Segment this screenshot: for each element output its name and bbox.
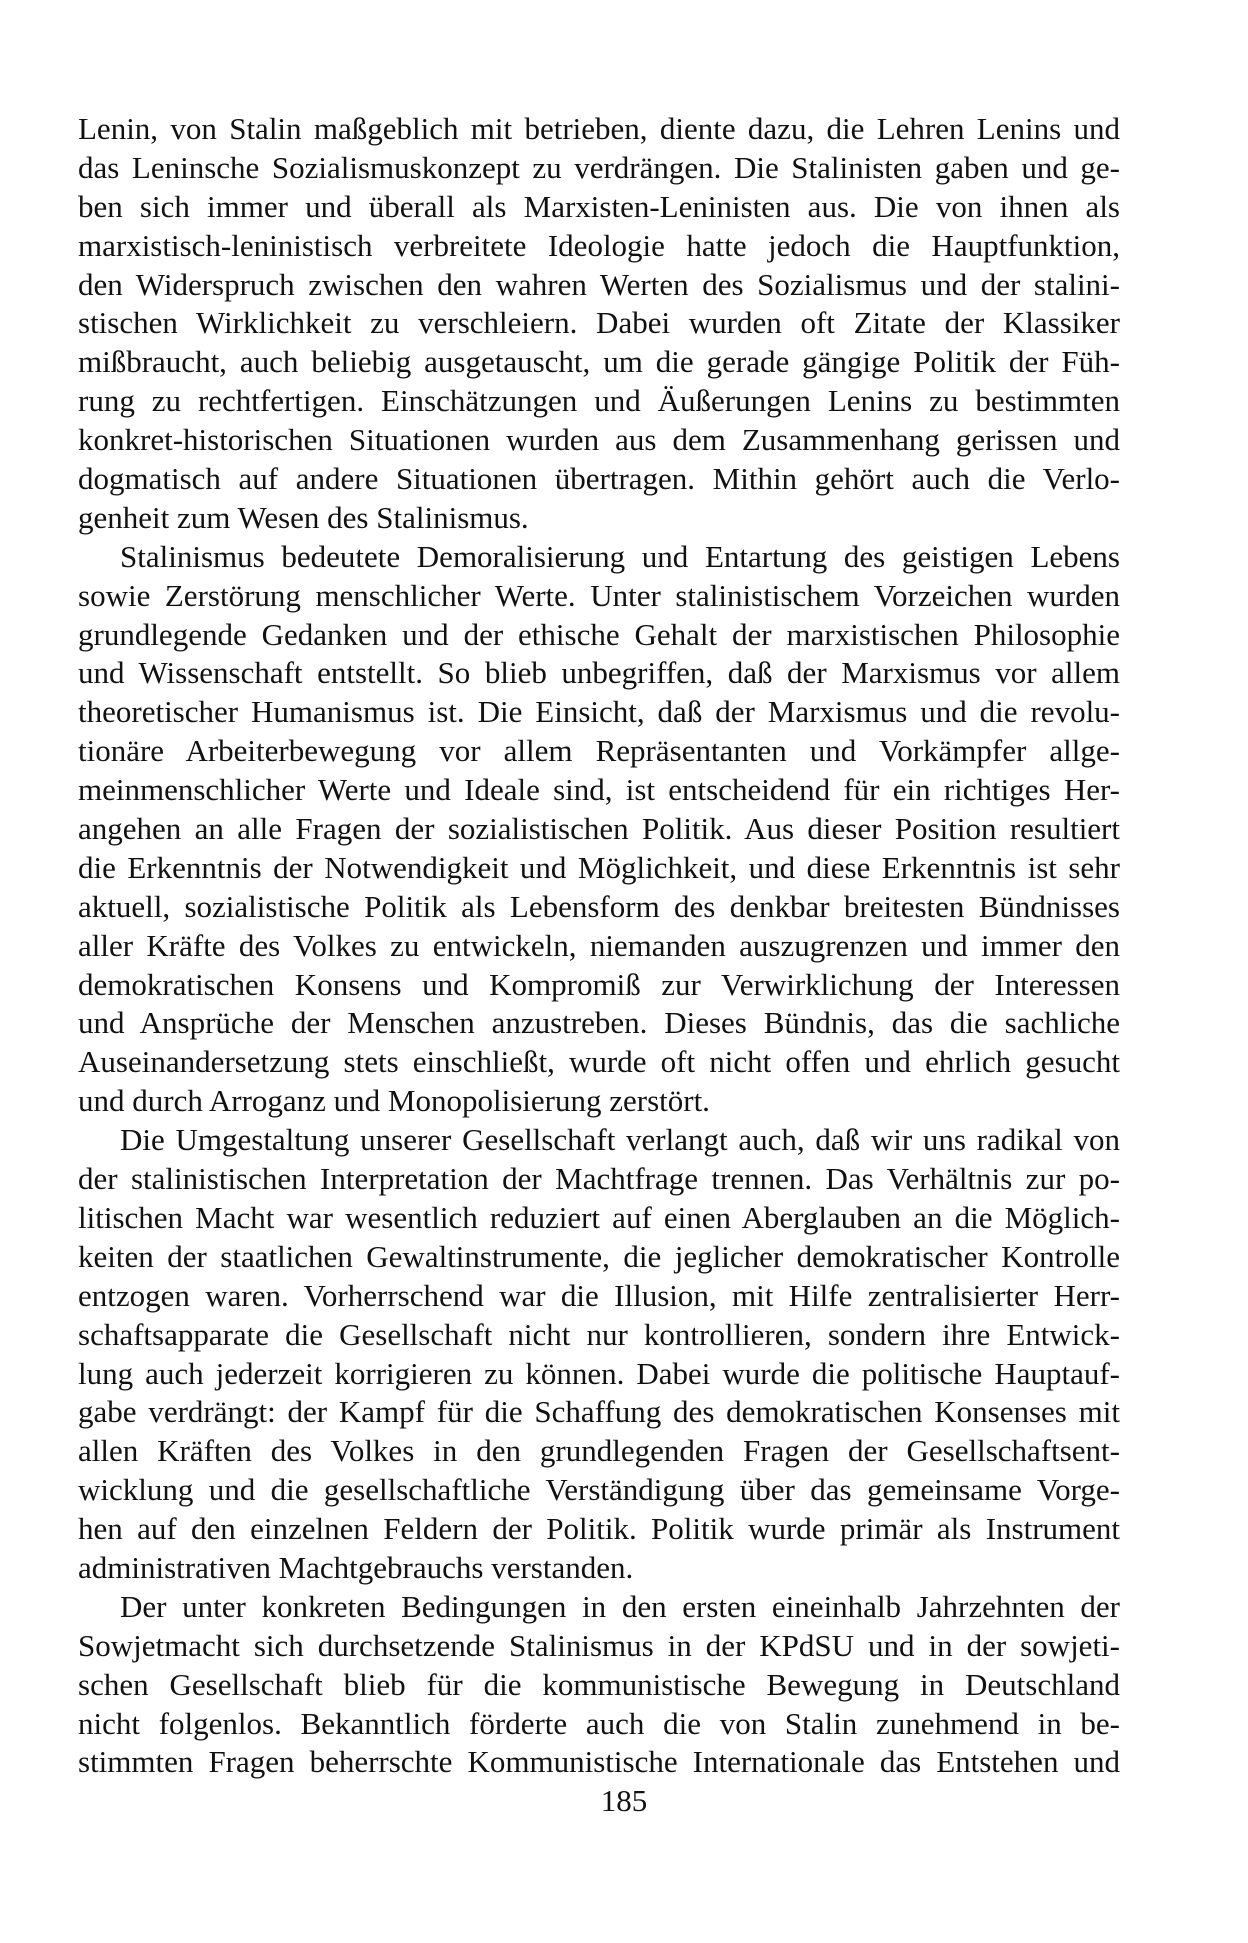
text-line: administrativen Machtgebrauchs verstanden. — [78, 1549, 634, 1585]
text-line: marxistisch-leninistisch verbreitete Ideologie hatte jedoch die Hauptfunktion, — [78, 227, 1120, 263]
text-line: den Widerspruch zwischen den wahren Werten des Sozialismus und der stalini- — [78, 266, 1120, 302]
text-line: nicht folgenlos. Bekanntlich förderte auch die von Stalin zunehmend in be- — [78, 1705, 1120, 1741]
text-line: der stalinistischen Interpretation der Machtfrage trennen. Das Verhältnis zur po- — [78, 1161, 1120, 1197]
text-line: stimmten Fragen beherrschte Kommunistische Internationale das Entstehen und — [78, 1744, 1120, 1780]
text-line: Sowjetmacht sich durchsetzende Stalinismus in der KPdSU und in der sowjeti- — [78, 1627, 1120, 1663]
text-line: und durch Arroganz und Monopolisierung zerstört. — [78, 1083, 710, 1119]
paragraph — [78, 1588, 1120, 1782]
text-line: aller Kräfte des Volkes zu entwickeln, niemanden auszugrenzen und immer den — [78, 927, 1120, 963]
text-line: angehen an alle Fragen der sozialistischen Politik. Aus dieser Position resultiert — [78, 811, 1120, 847]
text-line: litischen Macht war wesentlich reduziert auf einen Aberglauben an die Möglich- — [78, 1199, 1120, 1235]
text-line: allen Kräften des Volkes in den grundlegenden Fragen der Gesellschaftsent- — [78, 1433, 1120, 1469]
body-text — [78, 110, 1120, 1782]
paragraph — [78, 538, 1120, 1121]
text-line: und Wissenschaft entstellt. So blieb unbegriffen, daß der Marxismus vor allem — [78, 655, 1120, 691]
text-line: das Leninsche Sozialismuskonzept zu verdrängen. Die Stalinisten gaben und ge- — [78, 149, 1120, 185]
paragraph — [78, 110, 1120, 538]
text-line: sowie Zerstörung menschlicher Werte. Unter stalinistischem Vorzeichen wurden — [78, 577, 1120, 613]
text-line: Stalinismus bedeutete Demoralisierung und Entartung des geistigen Lebens — [120, 538, 1120, 574]
text-line: hen auf den einzelnen Feldern der Politik. Politik wurde primär als Instrument — [78, 1511, 1120, 1547]
text-line: stischen Wirklichkeit zu verschleiern. Dabei wurden oft Zitate der Klassiker — [78, 305, 1120, 341]
text-line: schen Gesellschaft blieb für die kommunistische Bewegung in Deutschland — [78, 1666, 1120, 1702]
text-line: mißbraucht, auch beliebig ausgetauscht, um die gerade gängige Politik der Füh- — [78, 344, 1120, 380]
text-line: die Erkenntnis der Notwendigkeit und Möglichkeit, und diese Erkenntnis ist sehr — [78, 849, 1120, 885]
text-line: rung zu rechtfertigen. Einschätzungen und Äußerungen Lenins zu bestimmten — [78, 383, 1120, 419]
text-line: wicklung und die gesellschaftliche Verständigung über das gemeinsame Vorge- — [78, 1472, 1120, 1508]
paragraph — [78, 1121, 1120, 1588]
text-line: genheit zum Wesen des Stalinismus. — [78, 499, 529, 535]
text-line: Auseinandersetzung stets einschließt, wurde oft nicht offen und ehrlich gesucht — [78, 1044, 1120, 1080]
text-line: Die Umgestaltung unserer Gesellschaft verlangt auch, daß wir uns radikal von — [120, 1122, 1120, 1158]
text-line: theoretischer Humanismus ist. Die Einsicht, daß der Marxismus und die revolu- — [78, 694, 1120, 730]
text-line: entzogen waren. Vorherrschend war die Illusion, mit Hilfe zentralisierter Herr- — [78, 1277, 1120, 1313]
text-line: gabe verdrängt: der Kampf für die Schaffung des demokratischen Konsenses mit — [78, 1394, 1120, 1430]
text-line: Der unter konkreten Bedingungen in den ersten eineinhalb Jahrzehnten der — [120, 1588, 1120, 1624]
text-line: demokratischen Konsens und Kompromiß zur Verwirklichung der Interessen — [78, 966, 1120, 1002]
text-line: schaftsapparate die Gesellschaft nicht nur kontrollieren, sondern ihre Entwick- — [78, 1316, 1120, 1352]
page-number: 185 — [600, 1783, 648, 1818]
text-line: ben sich immer und überall als Marxisten-Leninisten aus. Die von ihnen als — [78, 188, 1120, 224]
text-line: konkret-historischen Situationen wurden aus dem Zusammenhang gerissen und — [78, 422, 1120, 458]
text-line: aktuell, sozialistische Politik als Lebensform des denkbar breitesten Bündnisses — [78, 888, 1120, 924]
text-line: tionäre Arbeiterbewegung vor allem Repräsentanten und Vorkämpfer allge- — [78, 733, 1120, 769]
text-line: und Ansprüche der Menschen anzustreben. Dieses Bündnis, das die sachliche — [78, 1005, 1120, 1041]
text-line: keiten der staatlichen Gewaltinstrumente, die jeglicher demokratischer Kontrolle — [78, 1238, 1120, 1274]
text-line: dogmatisch auf andere Situationen übertragen. Mithin gehört auch die Verlo- — [78, 461, 1120, 497]
text-line: meinmenschlicher Werte und Ideale sind, ist entscheidend für ein richtiges Her- — [78, 772, 1120, 808]
text-line: Lenin, von Stalin maßgeblich mit betrieben, diente dazu, die Lehren Lenins und — [78, 111, 1120, 146]
text-line: grundlegende Gedanken und der ethische Gehalt der marxistischen Philosophie — [78, 616, 1120, 652]
text-line: lung auch jederzeit korrigieren zu können. Dabei wurde die politische Hauptauf- — [78, 1355, 1120, 1391]
